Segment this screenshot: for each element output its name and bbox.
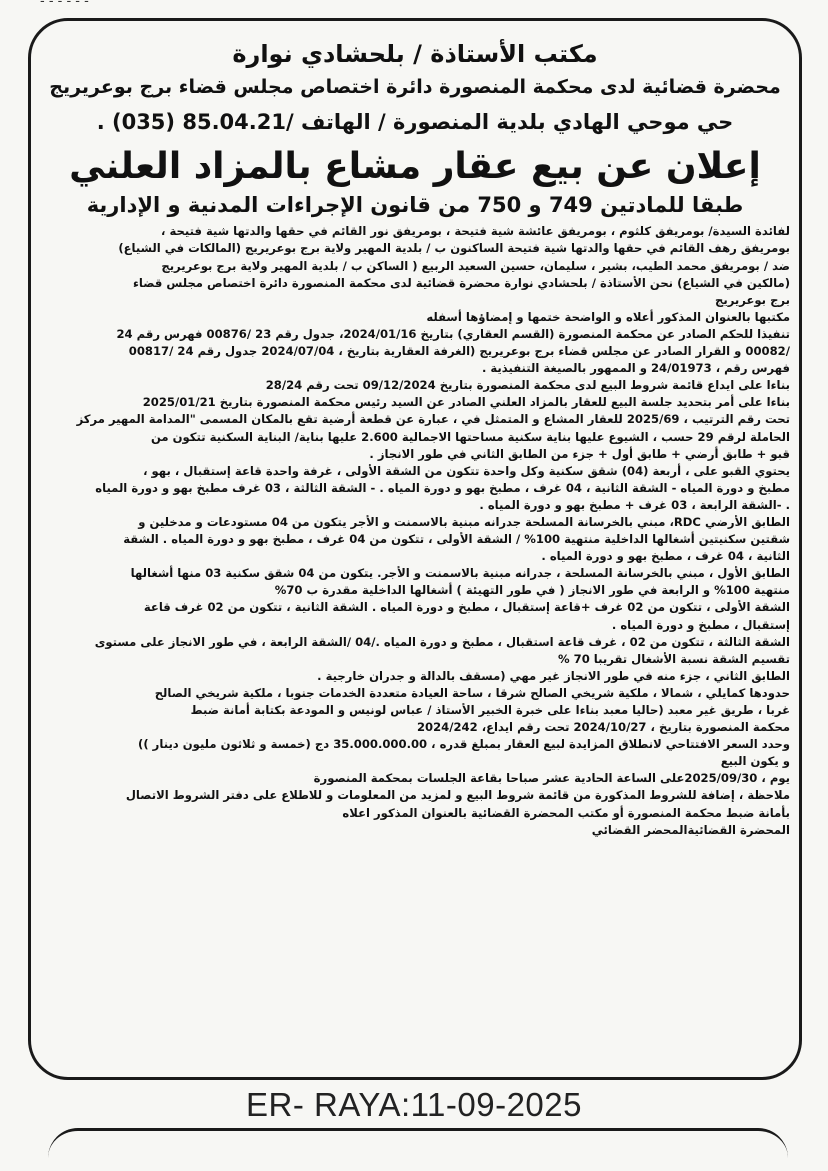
announcement-body <box>40 223 790 838</box>
body-line: محكمة المنصورة بتاريخ ، 2024/10/27 تحت رقم ايداع، 2024/242 <box>416 720 790 735</box>
body-line: المحضرة القضائيةالمحضر القضائي <box>591 822 790 837</box>
body-line: الطابق الأرضي RDC، مبني بالخرسانة المسلحة جدرانه مبنية بالاسمنت و الأجر يتكون من 04 مستودعات و مدخلين و <box>138 514 790 529</box>
body-line: منتهية 100% و الرابعة في طور الانجاز ( في طور التهيئة ) أشغالها الداخلية مقدرة ب 70% <box>274 583 790 598</box>
body-line: الحاملة لرقم 29 حسب ، الشيوع عليها بناية سكنية مساحتها الاجمالية 2.600 عليها بناية/ البناية السكنية تتكون من <box>150 429 790 444</box>
body-line: قبو + طابق أرضي + طابق أول + جزء من الطابق الثاني في طور الانجاز . <box>369 446 790 461</box>
body-line: بومريفق رهف القائم في حقها والدتها شية فتيحة الساكنون ب / بلدية المهير ولاية برج بوعريريج (المالكات في الشياع) <box>118 241 790 256</box>
body-line: الثانية ، 04 غرف ، مطبخ بهو و دورة المياه . <box>541 549 790 564</box>
body-line: ضد / بومريفق محمد الطيب، بشير ، سليمان، حسين السعيد الربيع ( الساكن ب / بلدية المهير ولاية برج بوعريريج <box>161 258 790 273</box>
office-address: حي موحي الهادي بلدية المنصورة / الهاتف /85.04.21 (035) . <box>96 110 734 134</box>
body-line: . -الشقة الرابعة ، 03 غرف + مطبخ بهو و دورة المياه . <box>479 497 790 512</box>
body-line: يحتوي القبو على ، أربعة (04) شقق سكنية وكل واحدة تتكون من الشقة الأولى ، غرفة واحدة قاعة إستقبال ، بهو ، <box>143 463 790 478</box>
body-line: مكتبها بالعنوان المذكور أعلاه و الواضحة ختمها و إمضاؤها أسفله <box>426 309 790 324</box>
body-line: الشقة الأولى ، تتكون من 02 غرف +قاعة إستقبال ، مطبخ و دورة المياه . الشقة الثانية ، تتكون من 02 غرف قاعة <box>143 600 790 615</box>
body-line: الطابق الثاني ، جزء منه في طور الانجاز غير مهي (مسقف بالدالة و جدران خارجية . <box>317 668 790 683</box>
announcement-title: إعلان عن بيع عقار مشاع بالمزاد العلني <box>69 146 761 187</box>
body-line: لفائدة السيدة/ بومريفق كلثوم ، بومريفق عائشة شية فتيحة ، بومريفق نور القائم في حقها والدتها شية فتيحة ، <box>161 224 790 239</box>
body-line: حدودها كمايلي ، شمالا ، ملكية شريخي الصالح شرقا ، ساحة العيادة متعددة الخدمات جنوبا ، ملكية شريخي الصالح <box>154 685 790 700</box>
body-line: فهرس رقم ، 24/01973 و الممهور بالصيغة التنفيذية . <box>481 361 790 376</box>
body-line: تنفيذا للحكم الصادر عن محكمة المنصورة (القسم العقاري) بتاريخ 2024/01/16، جدول رقم 23 /00876 فهرس رقم 24 <box>116 326 790 341</box>
body-line: الشقة الثالثة ، تتكون من 02 ، غرف قاعة استقبال ، مطبخ و دورة المياه ./04 /الشقة الرابعة ، في طور الانجاز على مستوى <box>94 634 790 649</box>
body-line: إستقبال ، مطبخ و دورة المياه . <box>611 617 790 632</box>
body-line: برج بوعريريج <box>715 292 790 307</box>
body-line: تحت رقم الترتيب ، 2025/69 للعقار المشاع و المتمثل في ، عبارة عن قطعة أرضية تقع بالمكان المسمى "المدامة المهير مركز <box>76 412 790 427</box>
body-line: وحدد السعر الافتتاحي لانطلاق المزايدة لبيع العقار بمبلغ قدره ، 35.000.000.00 دج (خمسة و ثلاثون مليون دينار )) <box>138 737 790 752</box>
body-line: تقسيم الشقة نسبة الأشغال تقريبا 70 % <box>557 651 790 666</box>
body-line: بناءا على ايداع قائمة شروط البيع لدى محكمة المنصورة بتاريخ 09/12/2024 تحت رقم 28/24 <box>265 378 790 393</box>
body-line: /00082 و القرار الصادر عن مجلس قضاء برج بوعريريج (الغرفة العقارية بتاريخ ، 2024/07/04 جدول رقم 24 /00817 <box>128 344 790 359</box>
announcement-content <box>40 30 790 839</box>
body-line: شقتين سكنيتين أشغالها الداخلية منتهية 100% / الشقة الأولى ، تتكون من 04 غرف ، مطبخ بهو و دورة المياه . الشقة <box>123 532 790 547</box>
body-line: و يكون البيع <box>720 754 790 769</box>
body-line: يوم ، 2025/09/30على الساعة الحادية عشر صباحا بقاعة الجلسات بمحكمة المنصورة <box>313 771 790 786</box>
next-frame-edge <box>48 1128 788 1171</box>
body-line: ملاحظة ، إضافة للشروط المذكورة من قائمة شروط البيع و لمزيد من المعلومات و للاطلاع على دفتر الشروط الاتصال <box>125 788 790 803</box>
top-scrap-text: - - - - - - <box>40 0 89 9</box>
body-line: الطابق الأول ، مبني بالخرسانة المسلحة ، جدرانه مبنية بالاسمنت و الأجر. يتكون من 04 شقق سكنية 03 منها أشغالها <box>130 566 790 581</box>
office-name: مكتب الأستاذة / بلحشادي نوارة <box>232 40 598 68</box>
legal-basis-subtitle: طبقا للمادتين 749 و 750 من قانون الإجراءات المدنية و الإدارية <box>86 193 744 218</box>
body-line: غربا ، طريق غير معبد (حاليا معبد بناءا على خبرة الخبير الأستاذ / عباس لونيس و المودعة بكتابة أمانة ضبط <box>190 703 790 718</box>
body-line: (مالكين في الشياع) نحن الأستاذة / بلحشادي نوارة محضرة قضائية لدى محكمة المنصورة دائرة اختصاص مجلس قضاء <box>133 275 790 290</box>
publication-footer: ER- RAYA:11-09-2025 <box>246 1086 582 1123</box>
body-line: بأمانة ضبط محكمة المنصورة أو مكتب المحضرة القضائية بالعنوان المذكور اعلاه <box>342 805 790 820</box>
bailiff-role: محضرة قضائية لدى محكمة المنصورة دائرة اختصاص مجلس قضاء برج بوعريريج <box>49 76 781 98</box>
body-line: مطبخ و دورة المياه - الشقة الثانية ، 04 غرف ، مطبخ بهو و دورة المياه . - الشقة الثالثة ، 03 غرف مطبخ بهو و دورة المياه <box>95 480 790 495</box>
body-line: بناءا على أمر بتحديد جلسة البيع للعقار بالمزاد العلني الصادر عن السيد رئيس محكمة المنصورة بتاريخ 2025/01/21 <box>142 395 790 410</box>
